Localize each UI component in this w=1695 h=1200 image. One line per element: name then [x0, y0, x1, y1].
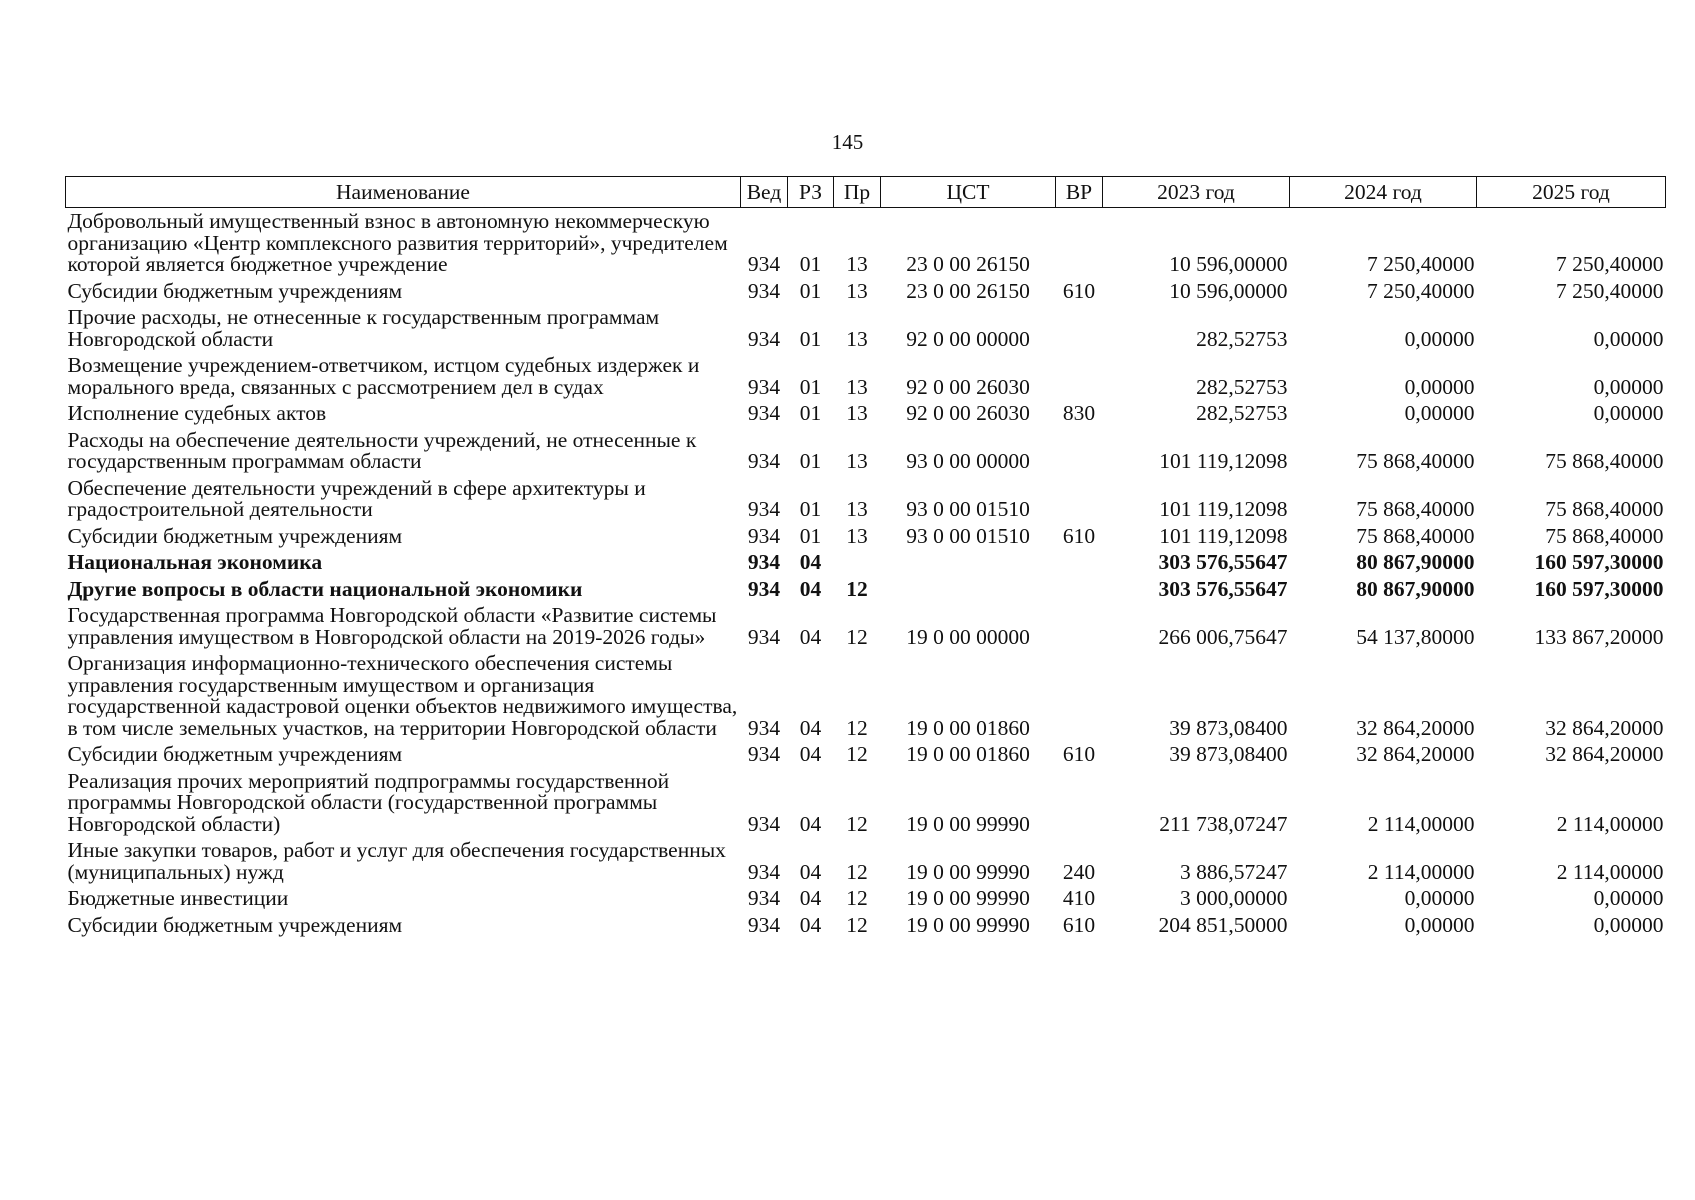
cell-2024: 80 867,90000 [1356, 550, 1475, 574]
cell-2025: 160 597,30000 [1534, 550, 1664, 574]
cell-pr: 12 [846, 715, 868, 740]
table-row [66, 912, 1666, 939]
table-row [66, 768, 1666, 838]
cell-rz: 04 [799, 886, 822, 910]
cell-cst: 23 0 00 26150 [906, 278, 1030, 303]
cell-cst [881, 549, 1056, 576]
cell-vr [1056, 650, 1103, 741]
cell-2024: 0,00000 [1404, 886, 1475, 910]
cell-2024: 0,00000 [1404, 912, 1475, 937]
cell-2025: 160 597,30000 [1534, 576, 1664, 601]
cell-2023: 39 873,08400 [1169, 715, 1288, 740]
table-header-row [66, 177, 1666, 208]
cell-pr: 12 [846, 859, 868, 884]
header-2023: 2023 год [1103, 177, 1290, 208]
cell-2023: 3 000,00000 [1180, 886, 1288, 910]
cell-vr [1056, 602, 1103, 650]
cell-2025: 75 868,40000 [1545, 523, 1664, 548]
cell-2023: 101 119,12098 [1159, 449, 1288, 473]
cell-cst: 92 0 00 00000 [906, 326, 1030, 351]
table-row [66, 837, 1666, 885]
cell-rz: 01 [799, 374, 822, 399]
table-row [66, 304, 1666, 352]
cell-name: Бюджетные инвестиции [67, 886, 289, 910]
cell-2024: 7 250,40000 [1367, 252, 1475, 276]
cell-pr: 12 [846, 912, 868, 937]
cell-name: Субсидии бюджетным учреждениям [67, 912, 403, 937]
cell-ved: 934 [747, 912, 781, 937]
cell-2024: 2 114,00000 [1367, 859, 1475, 884]
cell-pr: 13 [846, 374, 868, 399]
header-pr: Пр [834, 177, 881, 208]
cell-pr: 13 [846, 449, 868, 473]
table-row [66, 885, 1666, 912]
table-row [66, 208, 1666, 278]
cell-name: Национальная экономика [67, 550, 323, 574]
cell-rz: 04 [799, 715, 822, 740]
table-body [66, 208, 1666, 939]
cell-vr [1056, 352, 1103, 400]
cell-name: Прочие расходы, не отнесенные к государственным программам Новгородской области [67, 305, 660, 351]
cell-2024: 80 867,90000 [1356, 576, 1475, 601]
cell-2024: 0,00000 [1404, 326, 1475, 351]
cell-2023: 10 596,00000 [1169, 252, 1288, 276]
table-row [66, 549, 1666, 576]
cell-2023: 282,52753 [1196, 374, 1288, 399]
cell-rz: 04 [799, 912, 822, 937]
cell-vr [1056, 208, 1103, 278]
cell-2023: 211 738,07247 [1159, 811, 1288, 836]
cell-vr [1056, 475, 1103, 523]
cell-cst: 19 0 00 00000 [906, 624, 1030, 649]
cell-2025: 7 250,40000 [1556, 252, 1664, 276]
cell-rz: 04 [799, 550, 822, 574]
cell-2023: 303 576,55647 [1158, 550, 1288, 574]
cell-2025: 0,00000 [1593, 374, 1664, 399]
cell-ved: 934 [747, 550, 781, 574]
cell-rz: 01 [799, 449, 822, 473]
header-name: Наименование [66, 177, 741, 208]
cell-pr: 13 [846, 497, 868, 521]
cell-name: Иные закупки товаров, работ и услуг для обеспечения государственных (муниципальных) нужд [67, 838, 726, 884]
cell-cst: 19 0 00 01860 [906, 742, 1030, 766]
cell-cst: 19 0 00 99990 [906, 859, 1030, 884]
cell-2025: 0,00000 [1593, 886, 1664, 910]
cell-ved: 934 [747, 374, 781, 399]
table-row [66, 352, 1666, 400]
cell-vr: 830 [1062, 401, 1096, 425]
cell-2025: 75 868,40000 [1545, 497, 1664, 521]
cell-2024: 54 137,80000 [1356, 624, 1475, 649]
cell-rz: 01 [799, 252, 822, 276]
cell-cst: 93 0 00 01510 [906, 523, 1030, 548]
cell-2023: 101 119,12098 [1159, 523, 1288, 548]
cell-name: Обеспечение деятельности учреждений в сфере архитектуры и градостроительной деятельности [67, 475, 646, 521]
cell-vr: 610 [1062, 912, 1096, 937]
cell-pr: 13 [846, 401, 868, 425]
cell-2024: 7 250,40000 [1367, 278, 1475, 303]
table-row [66, 576, 1666, 603]
cell-cst: 19 0 00 99990 [906, 811, 1030, 836]
cell-pr [834, 549, 881, 576]
cell-name: Субсидии бюджетным учреждениям [67, 742, 403, 766]
cell-ved: 934 [747, 401, 781, 425]
cell-2025: 0,00000 [1593, 401, 1664, 425]
cell-cst: 19 0 00 99990 [906, 912, 1030, 937]
cell-2023: 101 119,12098 [1159, 497, 1288, 521]
cell-cst: 92 0 00 26030 [906, 401, 1030, 425]
cell-2023: 303 576,55647 [1158, 576, 1288, 601]
cell-ved: 934 [747, 859, 781, 884]
cell-name: Исполнение судебных актов [67, 401, 327, 425]
cell-rz: 01 [799, 497, 822, 521]
cell-2025: 32 864,20000 [1545, 742, 1664, 766]
cell-2023: 39 873,08400 [1169, 742, 1288, 766]
cell-2024: 75 868,40000 [1356, 523, 1475, 548]
cell-rz: 04 [799, 859, 822, 884]
table-row [66, 427, 1666, 475]
cell-ved: 934 [747, 742, 781, 766]
cell-ved: 934 [747, 523, 781, 548]
cell-2025: 133 867,20000 [1534, 624, 1664, 649]
table-row [66, 400, 1666, 427]
cell-vr [1056, 549, 1103, 576]
cell-pr: 13 [846, 278, 868, 303]
cell-rz: 04 [799, 742, 822, 766]
table-row [66, 278, 1666, 305]
cell-2025: 2 114,00000 [1556, 859, 1664, 884]
cell-vr: 610 [1062, 523, 1096, 548]
cell-vr [1056, 768, 1103, 838]
cell-pr: 12 [846, 886, 868, 910]
cell-ved: 934 [747, 576, 781, 601]
cell-pr: 12 [846, 811, 868, 836]
cell-2024: 75 868,40000 [1356, 449, 1475, 473]
cell-vr [1056, 576, 1103, 603]
cell-name: Субсидии бюджетным учреждениям [67, 278, 403, 303]
cell-ved: 934 [747, 715, 781, 740]
cell-cst: 93 0 00 00000 [906, 449, 1030, 473]
table-row [66, 523, 1666, 550]
cell-ved: 934 [747, 449, 781, 473]
cell-rz: 04 [799, 811, 822, 836]
page-number: 145 [831, 130, 864, 154]
cell-ved: 934 [747, 886, 781, 910]
cell-cst: 92 0 00 26030 [906, 374, 1030, 399]
cell-vr: 240 [1062, 859, 1096, 884]
cell-vr [1056, 304, 1103, 352]
cell-cst [881, 576, 1056, 603]
cell-2025: 75 868,40000 [1545, 449, 1664, 473]
cell-2024: 75 868,40000 [1356, 497, 1475, 521]
cell-vr: 610 [1062, 278, 1096, 303]
cell-2025: 2 114,00000 [1556, 811, 1664, 836]
cell-pr: 12 [846, 624, 868, 649]
cell-2023: 266 006,75647 [1158, 624, 1288, 649]
cell-pr: 12 [846, 742, 868, 766]
cell-name: Другие вопросы в области национальной экономики [67, 576, 583, 601]
cell-ved: 934 [747, 624, 781, 649]
cell-2025: 32 864,20000 [1545, 715, 1664, 740]
cell-2023: 204 851,50000 [1158, 912, 1288, 937]
cell-name: Реализация прочих мероприятий подпрограммы государственной программы Новгородской области (государственной программы Новгородской области) [67, 768, 670, 836]
header-rz: РЗ [788, 177, 834, 208]
cell-2024: 0,00000 [1404, 401, 1475, 425]
cell-name: Добровольный имущественный взнос в автономную некоммерческую организацию «Центр комплексного развития территорий», учредителем которой является бюджетное учреждение [67, 209, 728, 276]
cell-rz: 04 [799, 624, 822, 649]
cell-ved: 934 [747, 811, 781, 836]
cell-pr: 13 [846, 523, 868, 548]
cell-cst: 93 0 00 01510 [906, 497, 1030, 521]
cell-name: Расходы на обеспечение деятельности учреждений, не отнесенные к государственным программам области [67, 427, 697, 473]
cell-rz: 01 [799, 278, 822, 303]
table-row [66, 741, 1666, 768]
cell-ved: 934 [747, 278, 781, 303]
cell-pr: 12 [846, 576, 868, 601]
table-row [66, 602, 1666, 650]
cell-rz: 01 [799, 401, 822, 425]
cell-2023: 3 886,57247 [1180, 859, 1288, 884]
cell-2025: 0,00000 [1593, 912, 1664, 937]
header-2024: 2024 год [1290, 177, 1477, 208]
header-ved: Вед [741, 177, 788, 208]
cell-rz: 01 [799, 523, 822, 548]
cell-cst: 19 0 00 99990 [906, 886, 1030, 910]
cell-2023: 10 596,00000 [1169, 278, 1288, 303]
cell-vr: 410 [1062, 886, 1096, 910]
cell-vr [1056, 427, 1103, 475]
cell-vr: 610 [1062, 742, 1096, 766]
header-cst: ЦСТ [881, 177, 1056, 208]
budget-table [65, 176, 1666, 938]
header-vr: ВР [1056, 177, 1103, 208]
cell-2024: 2 114,00000 [1367, 811, 1475, 836]
header-2025: 2025 год [1477, 177, 1666, 208]
cell-ved: 934 [747, 252, 781, 276]
cell-cst: 23 0 00 26150 [906, 252, 1030, 276]
cell-2025: 0,00000 [1593, 326, 1664, 351]
cell-cst: 19 0 00 01860 [906, 715, 1030, 740]
cell-pr: 13 [846, 252, 868, 276]
cell-2023: 282,52753 [1196, 326, 1288, 351]
cell-name: Государственная программа Новгородской области «Развитие системы управления имуществом в Новгородской области на 2019-2026 годы» [67, 603, 717, 649]
cell-pr: 13 [846, 326, 868, 351]
cell-rz: 01 [799, 326, 822, 351]
cell-name: Организация информационно-технического обеспечения системы управления государственным имуществом и организация государственной кадастровой оценки объектов недвижимого имущества, в том числе земельных участков, на территории Новгородской области [67, 651, 738, 740]
table-row [66, 650, 1666, 741]
cell-2023: 282,52753 [1196, 401, 1288, 425]
cell-ved: 934 [747, 497, 781, 521]
cell-rz: 04 [799, 576, 822, 601]
cell-name: Субсидии бюджетным учреждениям [67, 523, 403, 548]
cell-ved: 934 [747, 326, 781, 351]
table-row [66, 475, 1666, 523]
cell-2025: 7 250,40000 [1556, 278, 1664, 303]
cell-2024: 32 864,20000 [1356, 742, 1475, 766]
cell-2024: 0,00000 [1404, 374, 1475, 399]
cell-name: Возмещение учреждением-ответчиком, истцом судебных издержек и морального вреда, связанных с рассмотрением дел в судах [67, 353, 700, 399]
cell-2024: 32 864,20000 [1356, 715, 1475, 740]
